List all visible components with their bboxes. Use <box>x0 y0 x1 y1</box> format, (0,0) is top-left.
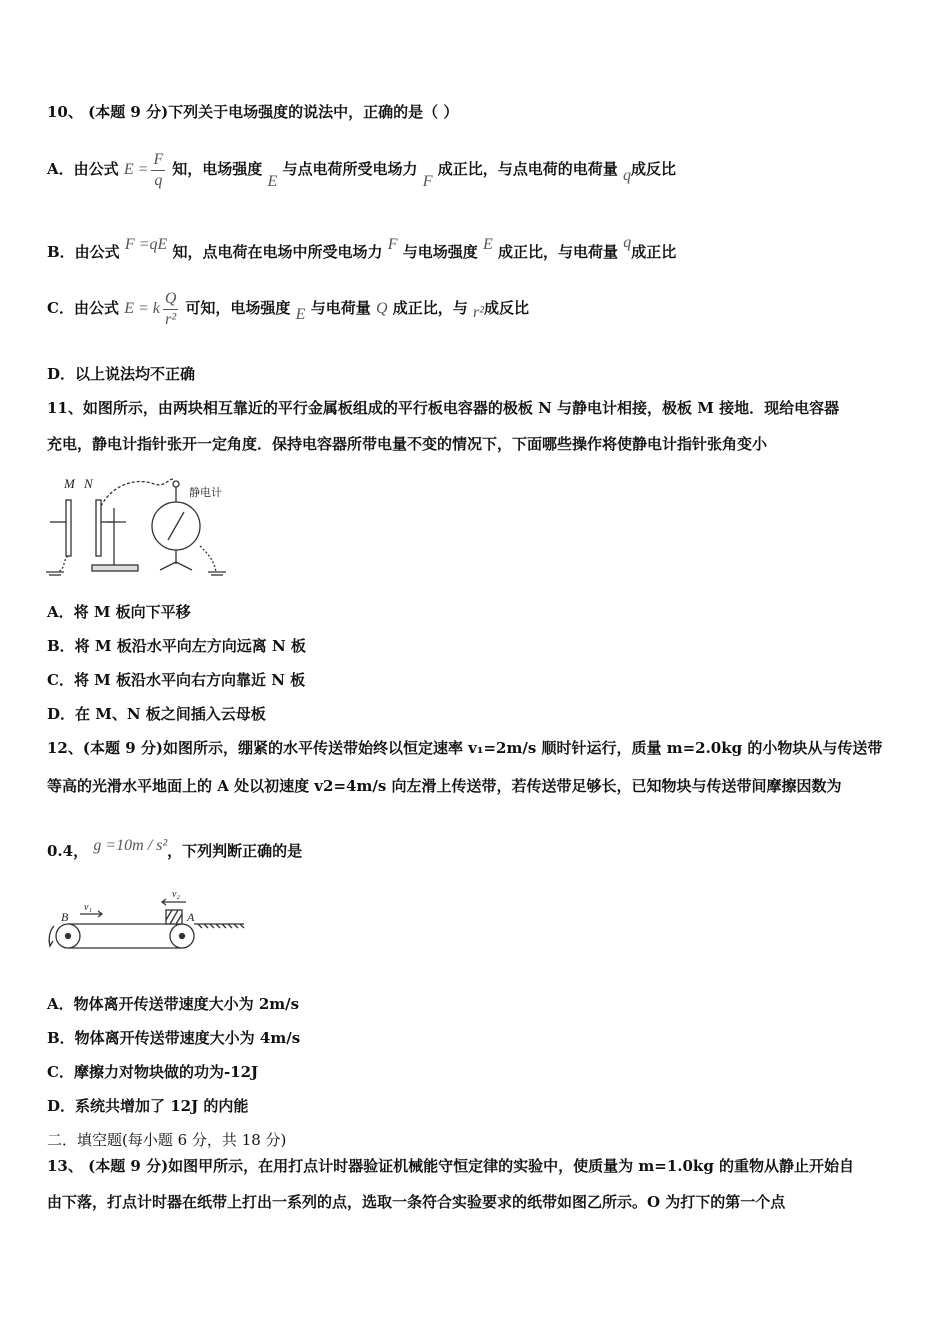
q10-c-prefix: C．由公式 <box>47 299 119 317</box>
q11-option-b: B．将 M 板沿水平向左方向远离 N 板 <box>47 637 306 655</box>
q10-a-sym-e: E <box>267 173 278 190</box>
q12-option-a: A．物体离开传送带速度大小为 2m/s <box>47 995 300 1013</box>
capacitor-electroscope-figure <box>44 472 244 584</box>
q10-option-d: D．以上说法均不正确 <box>47 365 196 383</box>
pulley-left-axle <box>66 934 71 939</box>
q10-a-sym-f: F <box>422 173 433 190</box>
q10-b-mid1: 知，点电荷在电场中所受电场力 <box>172 243 383 261</box>
fraction-numerator: Q <box>163 289 179 310</box>
q10-c-sym-q: Q <box>375 300 388 317</box>
q10-c-sym-e: E <box>295 306 306 323</box>
fig-label-b: B <box>61 910 69 924</box>
q10-b-mid3: 成正比，与电荷量 <box>498 243 619 261</box>
q10-b-sym-f: F <box>387 236 398 253</box>
q12-line3-post: ，下列判断正确的是 <box>167 842 303 860</box>
q10-b-end: 成正比 <box>631 243 677 261</box>
fig-label-a: A <box>187 910 195 924</box>
q10-option-c <box>47 282 529 334</box>
q10-a-end: 成反比 <box>631 160 677 178</box>
fig-label-v2: v₂ <box>172 889 180 900</box>
pulley-right-axle <box>180 934 185 939</box>
q12-option-c: C．摩擦力对物块做的功为-12J <box>47 1063 259 1081</box>
formula-fraction <box>151 150 165 191</box>
fig-label-v1: v₁ <box>84 902 92 913</box>
q13-stem-line1: 13、 (本题 9 分)如图甲所示，在用打点计时器验证机械能守恒定律的实验中，使质量为 m=1.0kg 的重物从静止开始自 <box>47 1157 855 1175</box>
q11-stem-line2: 充电，静电计指针张开一定角度．保持电容器所带电量不变的情况下，下面哪些操作将使静电计指针张角变小 <box>47 435 768 453</box>
fraction-numerator: F <box>151 150 165 171</box>
q10-b-sym-e: E <box>483 236 493 253</box>
fraction-denominator: q <box>154 171 163 189</box>
fig-label-meter: 静电计 <box>189 486 222 499</box>
q12-line3-pre: 0.4， <box>47 842 89 860</box>
q10-c-sym-r2: r² <box>472 304 485 321</box>
q11-option-c: C．将 M 板沿水平向右方向靠近 N 板 <box>47 671 306 689</box>
q13-stem-line2: 由下落，打点计时器在纸带上打出一系列的点，选取一条符合实验要求的纸带如图乙所示。O 为打下的第一个点 <box>47 1193 786 1211</box>
q10-c-formula <box>124 289 185 328</box>
section-heading: 二．填空题(每小题 6 分，共 18 分) <box>47 1131 287 1149</box>
q10-c-end: 成反比 <box>484 299 530 317</box>
q12-stem-line2: 等高的光滑水平地面上的 A 处以初速度 v2=4m/s 向左滑上传送带，若传送带足够长，已知物块与传送带间摩擦因数为 <box>47 777 842 795</box>
q12-stem-line1: 12、(本题 9 分)如图所示，绷紧的水平传送带始终以恒定速率 v₁=2m/s 顺时针运行，质量 m=2.0kg 的小物块从与传送带 <box>47 739 883 757</box>
plate-m <box>66 500 71 556</box>
q11-option-d: D．在 M、N 板之间插入云母板 <box>47 705 266 723</box>
meter-knob <box>173 481 179 487</box>
stand-base <box>92 565 138 571</box>
q10-a-formula <box>123 150 172 189</box>
q10-c-mid3: 成正比，与 <box>392 299 468 317</box>
q12-stem-line3 <box>47 828 302 864</box>
plate-n <box>96 500 101 556</box>
q12-option-d: D．系统共增加了 12J 的内能 <box>47 1097 249 1115</box>
q10-b-formula: F =qE <box>124 236 168 253</box>
q10-option-b <box>47 230 677 261</box>
q10-b-mid2: 与电场强度 <box>402 243 478 261</box>
q11-stem-line1: 11、如图所示，由两块相互靠近的平行金属板组成的平行板电容器的极板 N 与静电计相接，极板 M 接地．现给电容器 <box>47 399 840 417</box>
fraction-denominator: r² <box>165 310 177 328</box>
q10-c-mid1: 可知，电场强度 <box>185 299 291 317</box>
q10-a-mid1: 知，电场强度 <box>172 160 263 178</box>
ground-wire-left <box>58 556 68 572</box>
q10-c-mid2: 与电荷量 <box>310 299 371 317</box>
q12-option-b: B．物体离开传送带速度大小为 4m/s <box>47 1029 301 1047</box>
ground-wire-right <box>200 546 216 572</box>
conveyor-belt-figure <box>44 884 254 954</box>
formula-fraction <box>163 289 179 330</box>
fig-label-n: N <box>84 476 93 491</box>
q12-gravity-formula: g =10m / s² <box>93 837 168 854</box>
q10-b-prefix: B．由公式 <box>47 243 120 261</box>
fig-label-m: M <box>64 476 75 491</box>
formula-lhs: E = k <box>124 300 160 317</box>
q10-option-a <box>47 144 676 194</box>
connecting-wire <box>101 479 174 506</box>
q10-a-mid2: 与点电荷所受电场力 <box>282 160 418 178</box>
q11-option-a: A．将 M 板向下平移 <box>47 603 191 621</box>
rotation-arrowhead <box>49 940 53 946</box>
q10-a-mid3: 成正比，与点电荷的电荷量 <box>437 160 618 178</box>
q10-a-sym-q: q <box>623 167 632 184</box>
q10-b-sym-q: q <box>623 234 632 251</box>
q10-stem: 10、 (本题 9 分)下列关于电场强度的说法中，正确的是（ ） <box>47 103 459 121</box>
formula-lhs: E = <box>123 161 149 178</box>
q10-a-prefix: A．由公式 <box>47 160 119 178</box>
